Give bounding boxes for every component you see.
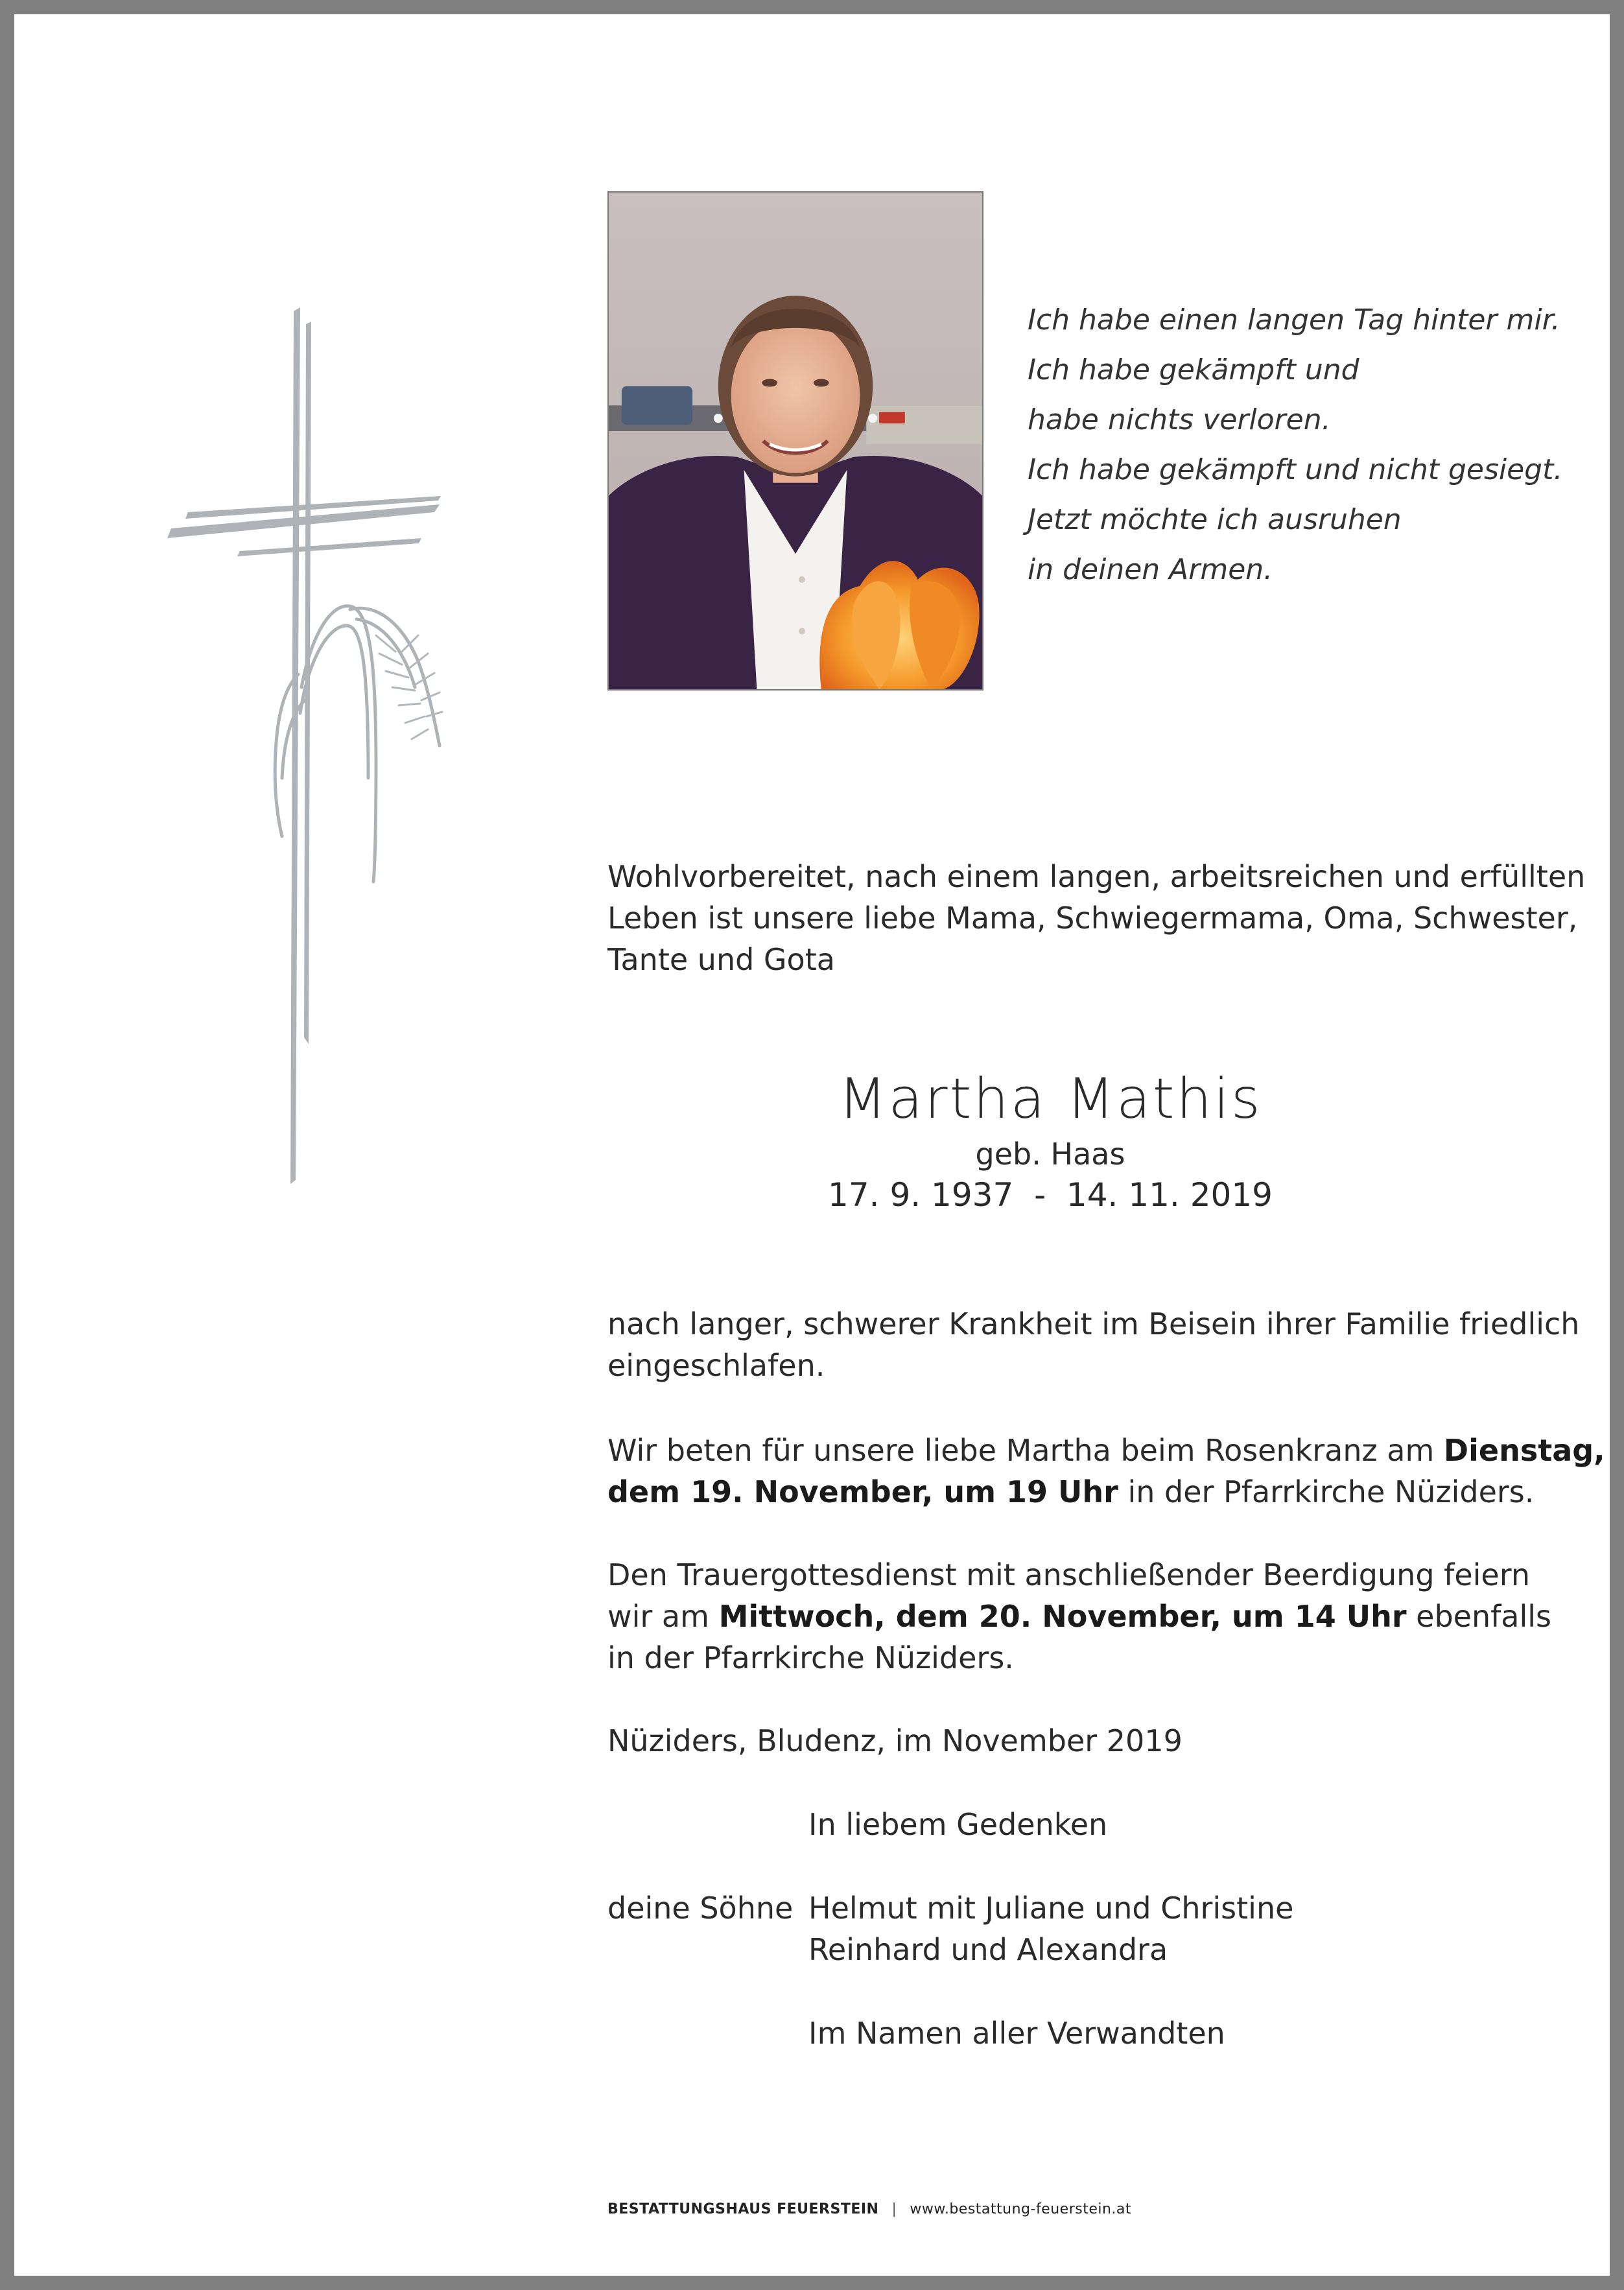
funeral-line-1: Den Trauergottesdienst mit anschließender Beerdigung feiern bbox=[607, 1557, 1530, 1592]
rosary-text: Wir beten für unsere liebe Martha beim Rosenkranz am bbox=[607, 1433, 1444, 1468]
deceased-name: Martha Mathis bbox=[838, 1067, 1262, 1131]
poem-line: Ich habe einen langen Tag hinter mir. bbox=[1028, 303, 1560, 336]
poem-line: in deinen Armen. bbox=[1028, 553, 1273, 586]
deceased-block bbox=[746, 1063, 1355, 1216]
rosary-location: in der Pfarrkirche Nüziders. bbox=[1118, 1474, 1535, 1509]
rosary-line-2 bbox=[607, 1471, 1535, 1513]
place-date-line: Nüziders, Bludenz, im November 2019 bbox=[607, 1723, 1183, 1758]
poem-line: Jetzt möchte ich ausruhen bbox=[1028, 503, 1402, 536]
life-dates: 17. 9. 1937 - 14. 11. 2019 bbox=[828, 1176, 1273, 1214]
poem-line: Ich habe gekämpft und nicht gesiegt. bbox=[1028, 453, 1563, 486]
relatives-line: Im Namen aller Verwandten bbox=[808, 2016, 1225, 2051]
funeral-line-2 bbox=[607, 1596, 1552, 1637]
passing-paragraph bbox=[607, 1303, 1580, 1386]
portrait-photo bbox=[607, 191, 983, 691]
funeral-date-time: Mittwoch, dem 20. November, um 14 Uhr bbox=[718, 1599, 1407, 1634]
sons-line-2: Reinhard und Alexandra bbox=[808, 1932, 1168, 1967]
funeral-text-end: ebenfalls bbox=[1406, 1599, 1552, 1634]
passing-line: eingeschlafen. bbox=[607, 1348, 825, 1383]
in-memory-line: In liebem Gedenken bbox=[808, 1807, 1108, 1842]
sons-line-1: Helmut mit Juliane und Christine bbox=[808, 1891, 1294, 1926]
rosary-paragraph bbox=[607, 1430, 1605, 1513]
rosary-date-time: dem 19. November, um 19 Uhr bbox=[607, 1474, 1118, 1509]
funeral-paragraph bbox=[607, 1554, 1552, 1679]
funeral-home-name: BESTATTUNGSHAUS FEUERSTEIN bbox=[607, 2201, 879, 2217]
funeral-text: wir am bbox=[607, 1599, 719, 1634]
intro-paragraph bbox=[607, 856, 1586, 980]
intro-line: Leben ist unsere liebe Mama, Schwiegermama, Oma, Schwester, bbox=[607, 901, 1578, 936]
intro-line: Tante und Gota bbox=[607, 942, 835, 977]
footer bbox=[607, 2201, 1131, 2217]
rosary-line-1 bbox=[607, 1430, 1605, 1471]
funeral-home-url[interactable]: www.bestattung-feuerstein.at bbox=[910, 2201, 1132, 2217]
cross-with-wheat-icon bbox=[162, 298, 473, 1186]
poem bbox=[1028, 295, 1585, 595]
passing-line: nach langer, schwerer Krankheit im Beisein ihrer Familie friedlich bbox=[607, 1306, 1580, 1341]
poem-line: habe nichts verloren. bbox=[1028, 403, 1331, 436]
footer-separator: | bbox=[891, 2201, 897, 2217]
funeral-line-3: in der Pfarrkirche Nüziders. bbox=[607, 1640, 1014, 1675]
poem-line: Ich habe gekämpft und bbox=[1028, 353, 1359, 386]
maiden-name: geb. Haas bbox=[975, 1137, 1125, 1172]
portrait-image bbox=[609, 193, 982, 689]
intro-line: Wohlvorbereitet, nach einem langen, arbeitsreichen und erfüllten bbox=[607, 859, 1586, 894]
rosary-day: Dienstag, bbox=[1443, 1433, 1605, 1468]
place-date bbox=[607, 1720, 1502, 1762]
sons-label: deine Söhne bbox=[607, 1891, 794, 1926]
